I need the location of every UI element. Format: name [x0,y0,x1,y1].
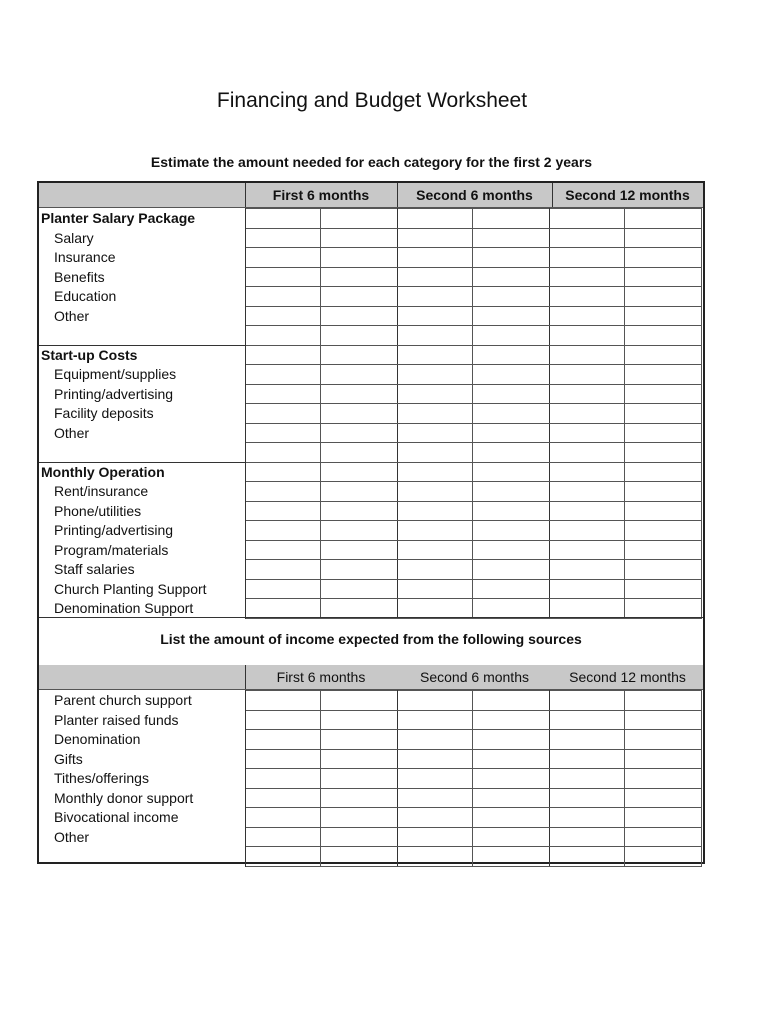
amount-cell[interactable] [549,521,624,541]
amount-cell[interactable] [472,404,549,424]
line-item-label: Church Planting Support [39,579,245,599]
amount-cell[interactable] [320,691,397,711]
amount-cell[interactable] [397,404,472,424]
table-row [39,404,701,424]
table-row [39,209,701,229]
amount-cell[interactable] [320,599,397,619]
amount-cell[interactable] [245,827,320,847]
amount-cell[interactable] [549,560,624,580]
budget-sheet [37,181,705,864]
line-item-label: Tithes/offerings [39,769,245,789]
amount-cell[interactable] [320,788,397,808]
table-row [39,827,701,847]
table-row [39,365,701,385]
amount-cell[interactable] [245,749,320,769]
amount-cell[interactable] [245,501,320,521]
amount-cell[interactable] [397,306,472,326]
amount-cell[interactable] [472,228,549,248]
amount-cell[interactable] [472,209,549,229]
amount-cell[interactable] [624,248,701,268]
amount-cell[interactable] [549,540,624,560]
amount-cell[interactable] [624,749,701,769]
category-heading: Monthly Operation [39,462,245,482]
table-row [39,749,701,769]
amount-cell[interactable] [549,228,624,248]
amount-cell[interactable] [245,287,320,307]
line-item-label: Other [39,306,245,326]
amount-cell[interactable] [624,769,701,789]
amount-cell[interactable] [245,540,320,560]
line-item-label: Printing/advertising [39,384,245,404]
line-item-label: Other [39,827,245,847]
amount-cell[interactable] [549,384,624,404]
amount-cell[interactable] [397,769,472,789]
income-col-first-6: First 6 months [276,669,366,685]
amount-cell[interactable] [624,306,701,326]
amount-cell[interactable] [245,691,320,711]
amount-cell[interactable] [624,482,701,502]
section-divider [39,617,703,618]
amount-cell[interactable] [397,827,472,847]
amount-cell[interactable] [549,248,624,268]
amount-cell[interactable] [472,384,549,404]
amount-cell[interactable] [549,579,624,599]
amount-cell[interactable] [624,501,701,521]
amount-cell[interactable] [320,228,397,248]
amount-cell[interactable] [624,462,701,482]
table-row [39,306,701,326]
amount-cell[interactable] [245,769,320,789]
amount-cell[interactable] [472,599,549,619]
amount-cell[interactable] [245,228,320,248]
amount-cell[interactable] [472,827,549,847]
amount-cell[interactable] [397,599,472,619]
amount-cell[interactable] [320,306,397,326]
amount-cell[interactable] [320,462,397,482]
amount-cell[interactable] [397,540,472,560]
amount-cell[interactable] [245,443,320,463]
amount-cell[interactable] [245,710,320,730]
amount-cell[interactable] [245,384,320,404]
table-row [39,540,701,560]
amount-cell[interactable] [472,345,549,365]
amount-cell[interactable] [397,710,472,730]
amount-cell[interactable] [397,365,472,385]
amount-cell[interactable] [472,560,549,580]
amount-cell[interactable] [397,579,472,599]
amount-cell[interactable] [624,521,701,541]
amount-cell[interactable] [624,345,701,365]
amount-cell[interactable] [549,365,624,385]
amount-cell[interactable] [320,248,397,268]
amount-cell[interactable] [397,788,472,808]
amount-cell[interactable] [320,443,397,463]
amount-cell[interactable] [320,326,397,346]
category-heading: Planter Salary Package [39,209,245,229]
amount-cell[interactable] [245,404,320,424]
income-instruction: List the amount of income expected from the following sources [160,631,582,647]
amount-cell[interactable] [245,267,320,287]
table-row [39,788,701,808]
amount-cell[interactable] [472,267,549,287]
line-item-label: Gifts [39,749,245,769]
amount-cell[interactable] [624,365,701,385]
table-row [39,482,701,502]
line-item-label [39,847,245,867]
amount-cell[interactable] [472,443,549,463]
line-item-label: Education [39,287,245,307]
amount-cell[interactable] [245,599,320,619]
amount-cell[interactable] [397,521,472,541]
table-row [39,560,701,580]
amount-cell[interactable] [245,730,320,750]
amount-cell[interactable] [624,730,701,750]
amount-cell[interactable] [549,287,624,307]
table-row [39,248,701,268]
amount-cell[interactable] [472,808,549,828]
amount-cell[interactable] [549,808,624,828]
amount-cell[interactable] [320,345,397,365]
amount-cell[interactable] [320,521,397,541]
amount-cell[interactable] [397,443,472,463]
amount-cell[interactable] [320,827,397,847]
amount-cell[interactable] [549,443,624,463]
amount-cell[interactable] [397,423,472,443]
amount-cell[interactable] [549,306,624,326]
line-item-label: Printing/advertising [39,521,245,541]
amount-cell[interactable] [549,345,624,365]
table-row [39,521,701,541]
expense-col-second-12: Second 12 months [565,187,690,203]
amount-cell[interactable] [549,423,624,443]
amount-cell[interactable] [624,326,701,346]
table-row [39,769,701,789]
amount-cell[interactable] [549,326,624,346]
income-table [39,690,702,867]
amount-cell[interactable] [320,404,397,424]
amount-cell[interactable] [549,501,624,521]
line-item-label: Denomination Support [39,599,245,619]
amount-cell[interactable] [624,827,701,847]
amount-cell[interactable] [320,209,397,229]
amount-cell[interactable] [397,462,472,482]
amount-cell[interactable] [549,749,624,769]
line-item-label [39,443,245,463]
amount-cell[interactable] [549,847,624,867]
amount-cell[interactable] [624,228,701,248]
line-item-label: Staff salaries [39,560,245,580]
amount-cell[interactable] [549,599,624,619]
amount-cell[interactable] [320,769,397,789]
amount-cell[interactable] [320,540,397,560]
amount-cell[interactable] [549,710,624,730]
amount-cell[interactable] [624,267,701,287]
table-row [39,808,701,828]
table-row [39,462,701,482]
amount-cell[interactable] [472,248,549,268]
amount-cell[interactable] [245,326,320,346]
income-col-second-6: Second 6 months [420,669,529,685]
amount-cell[interactable] [549,827,624,847]
amount-cell[interactable] [397,287,472,307]
line-item-label: Salary [39,228,245,248]
amount-cell[interactable] [472,521,549,541]
amount-cell[interactable] [397,326,472,346]
amount-cell[interactable] [624,423,701,443]
line-item-label: Denomination [39,730,245,750]
expense-col-second-6: Second 6 months [397,183,553,207]
table-row [39,267,701,287]
amount-cell[interactable] [624,599,701,619]
table-row [39,579,701,599]
amount-cell[interactable] [624,443,701,463]
worksheet-title: Financing and Budget Worksheet [216,89,528,112]
table-row [39,326,701,346]
table-row [39,730,701,750]
amount-cell[interactable] [397,847,472,867]
amount-cell[interactable] [549,691,624,711]
line-item-label: Benefits [39,267,245,287]
amount-cell[interactable] [472,710,549,730]
table-row [39,423,701,443]
amount-cell[interactable] [320,730,397,750]
category-heading: Start-up Costs [39,345,245,365]
amount-cell[interactable] [472,749,549,769]
amount-cell[interactable] [472,462,549,482]
amount-cell[interactable] [397,691,472,711]
line-item-label: Program/materials [39,540,245,560]
amount-cell[interactable] [472,501,549,521]
amount-cell[interactable] [472,769,549,789]
amount-cell[interactable] [624,287,701,307]
amount-cell[interactable] [245,847,320,867]
amount-cell[interactable] [624,788,701,808]
line-item-label: Monthly donor support [39,788,245,808]
amount-cell[interactable] [549,462,624,482]
amount-cell[interactable] [549,788,624,808]
amount-cell[interactable] [624,710,701,730]
line-item-label: Phone/utilities [39,501,245,521]
amount-cell[interactable] [397,749,472,769]
amount-cell[interactable] [320,501,397,521]
amount-cell[interactable] [245,462,320,482]
amount-cell[interactable] [245,788,320,808]
amount-cell[interactable] [397,248,472,268]
amount-cell[interactable] [245,808,320,828]
table-row [39,847,701,867]
amount-cell[interactable] [472,287,549,307]
table-row [39,443,701,463]
line-item-label [39,326,245,346]
amount-cell[interactable] [549,267,624,287]
amount-cell[interactable] [397,560,472,580]
amount-cell[interactable] [624,540,701,560]
amount-cell[interactable] [624,560,701,580]
amount-cell[interactable] [320,423,397,443]
amount-cell[interactable] [320,267,397,287]
amount-cell[interactable] [245,560,320,580]
amount-cell[interactable] [245,521,320,541]
expense-table [39,208,702,619]
line-item-label: Bivocational income [39,808,245,828]
amount-cell[interactable] [397,345,472,365]
amount-cell[interactable] [472,788,549,808]
amount-cell[interactable] [624,384,701,404]
amount-cell[interactable] [245,482,320,502]
line-item-label: Parent church support [39,691,245,711]
income-header-row [39,665,703,690]
amount-cell[interactable] [472,730,549,750]
amount-cell[interactable] [245,579,320,599]
amount-cell[interactable] [245,306,320,326]
amount-cell[interactable] [320,710,397,730]
amount-cell[interactable] [320,749,397,769]
amount-cell[interactable] [624,808,701,828]
amount-cell[interactable] [624,209,701,229]
amount-cell[interactable] [320,560,397,580]
amount-cell[interactable] [472,365,549,385]
expense-instruction: Estimate the amount needed for each category for the first 2 years [150,154,593,170]
expense-header-row [39,183,703,208]
amount-cell[interactable] [472,306,549,326]
amount-cell[interactable] [549,769,624,789]
amount-cell[interactable] [397,730,472,750]
expense-col-first-6: First 6 months [245,183,398,207]
table-row [39,228,701,248]
line-item-label: Insurance [39,248,245,268]
amount-cell[interactable] [397,808,472,828]
table-row [39,691,701,711]
amount-cell[interactable] [320,808,397,828]
amount-cell[interactable] [320,847,397,867]
table-row [39,287,701,307]
amount-cell[interactable] [397,501,472,521]
amount-cell[interactable] [472,482,549,502]
amount-cell[interactable] [397,209,472,229]
line-item-label: Rent/insurance [39,482,245,502]
amount-cell[interactable] [549,404,624,424]
income-col-second-12: Second 12 months [569,669,686,685]
amount-cell[interactable] [549,730,624,750]
amount-cell[interactable] [397,482,472,502]
line-item-label: Other [39,423,245,443]
line-item-label: Planter raised funds [39,710,245,730]
amount-cell[interactable] [624,404,701,424]
table-row [39,345,701,365]
amount-cell[interactable] [472,691,549,711]
amount-cell[interactable] [624,579,701,599]
amount-cell[interactable] [245,423,320,443]
amount-cell[interactable] [624,691,701,711]
amount-cell[interactable] [472,847,549,867]
line-item-label: Equipment/supplies [39,365,245,385]
table-row [39,501,701,521]
amount-cell[interactable] [320,384,397,404]
amount-cell[interactable] [472,326,549,346]
table-row [39,384,701,404]
amount-cell[interactable] [320,287,397,307]
amount-cell[interactable] [320,365,397,385]
table-row [39,710,701,730]
amount-cell[interactable] [472,579,549,599]
amount-cell[interactable] [472,423,549,443]
amount-cell[interactable] [245,209,320,229]
amount-cell[interactable] [397,267,472,287]
table-row [39,599,701,619]
amount-cell[interactable] [245,365,320,385]
line-item-label: Facility deposits [39,404,245,424]
amount-cell[interactable] [397,384,472,404]
amount-cell[interactable] [320,482,397,502]
amount-cell[interactable] [245,248,320,268]
amount-cell[interactable] [549,209,624,229]
amount-cell[interactable] [624,847,701,867]
amount-cell[interactable] [320,579,397,599]
amount-cell[interactable] [397,228,472,248]
amount-cell[interactable] [549,482,624,502]
amount-cell[interactable] [472,540,549,560]
amount-cell[interactable] [245,345,320,365]
